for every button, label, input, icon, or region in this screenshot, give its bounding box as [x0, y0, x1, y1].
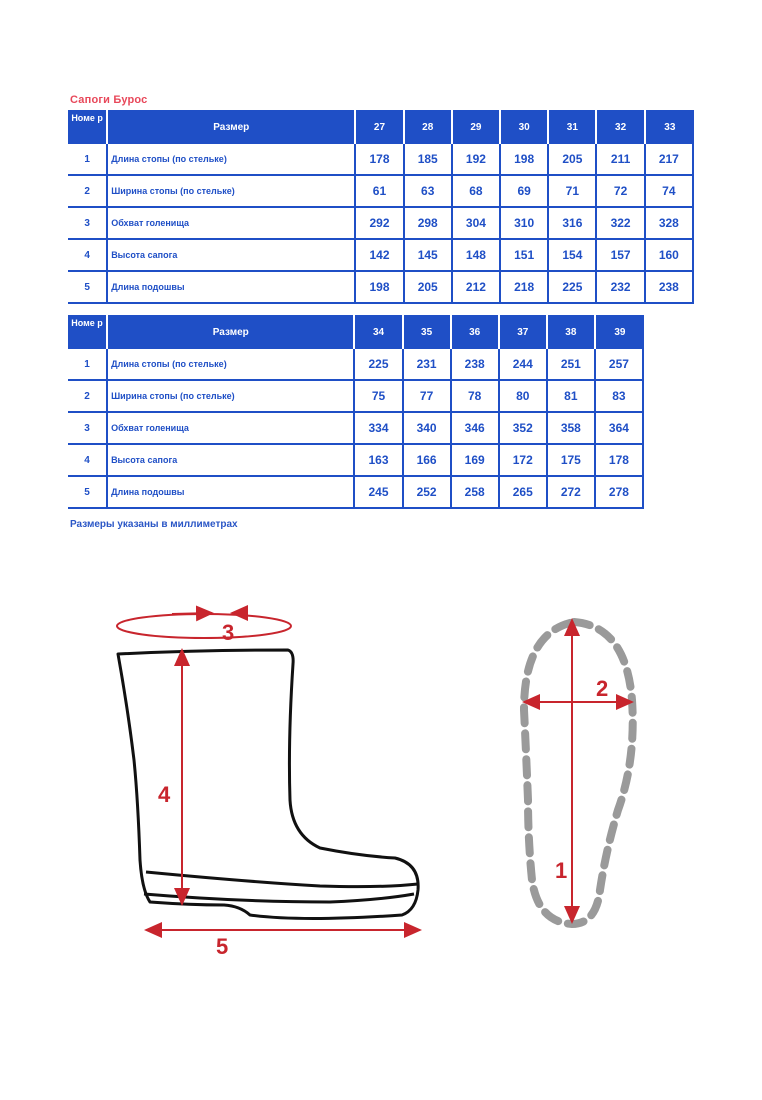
measurement-diagram	[0, 560, 762, 980]
table-row	[68, 176, 694, 208]
cell-value: 205	[405, 272, 453, 304]
header-size-value: 28	[405, 110, 453, 144]
cell-value: 340	[404, 413, 452, 445]
table-row	[68, 208, 694, 240]
cell-value: 198	[356, 272, 404, 304]
insole-outline	[524, 622, 633, 924]
cell-value: 278	[596, 477, 644, 509]
header-size-value: 31	[549, 110, 597, 144]
table-row	[68, 445, 644, 477]
label-2: 2	[596, 676, 609, 701]
cell-value: 205	[549, 144, 597, 176]
cell-value: 257	[596, 349, 644, 381]
cell-value: 252	[404, 477, 452, 509]
cell-value: 322	[597, 208, 645, 240]
cell-value: 251	[548, 349, 596, 381]
cell-value: 352	[500, 413, 548, 445]
row-number: 2	[68, 176, 108, 208]
cell-value: 145	[405, 240, 453, 272]
header-size-value: 36	[452, 315, 500, 349]
label-3: 3	[222, 620, 235, 645]
cell-value: 292	[356, 208, 404, 240]
cell-value: 310	[501, 208, 549, 240]
product-title: Сапоги Бурос	[70, 94, 148, 106]
row-number: 1	[68, 349, 108, 381]
header-size-value: 29	[453, 110, 501, 144]
cell-value: 69	[501, 176, 549, 208]
table-header-row	[68, 110, 694, 144]
cell-value: 238	[646, 272, 694, 304]
table-row	[68, 381, 644, 413]
cell-value: 148	[453, 240, 501, 272]
row-number: 1	[68, 144, 108, 176]
header-size-value: 32	[597, 110, 645, 144]
table-row	[68, 240, 694, 272]
table-row	[68, 413, 644, 445]
header-size-value: 30	[501, 110, 549, 144]
cell-value: 151	[501, 240, 549, 272]
row-label: Высота сапога	[108, 240, 356, 272]
row-number: 5	[68, 477, 108, 509]
cell-value: 211	[597, 144, 645, 176]
header-size-value: 34	[355, 315, 403, 349]
cell-value: 358	[548, 413, 596, 445]
cell-value: 157	[597, 240, 645, 272]
header-size: Размер	[108, 110, 356, 144]
cell-value: 80	[500, 381, 548, 413]
cell-value: 71	[549, 176, 597, 208]
row-number: 3	[68, 413, 108, 445]
cell-value: 225	[355, 349, 403, 381]
label-4: 4	[158, 782, 171, 807]
cell-value: 169	[452, 445, 500, 477]
row-label: Обхват голенища	[108, 208, 356, 240]
cell-value: 265	[500, 477, 548, 509]
cell-value: 178	[356, 144, 404, 176]
row-number: 4	[68, 445, 108, 477]
header-size: Размер	[108, 315, 355, 349]
cell-value: 217	[646, 144, 694, 176]
header-size-value: 39	[596, 315, 644, 349]
cell-value: 83	[596, 381, 644, 413]
cell-value: 334	[355, 413, 403, 445]
cell-value: 63	[405, 176, 453, 208]
header-size-value: 37	[500, 315, 548, 349]
size-table-2	[68, 315, 644, 509]
cell-value: 198	[501, 144, 549, 176]
row-label: Длина подошвы	[108, 272, 356, 304]
cell-value: 166	[404, 445, 452, 477]
cell-value: 142	[356, 240, 404, 272]
row-number: 2	[68, 381, 108, 413]
cell-value: 238	[452, 349, 500, 381]
cell-value: 154	[549, 240, 597, 272]
label-1: 1	[555, 858, 568, 883]
girth-measure	[117, 613, 291, 638]
cell-value: 178	[596, 445, 644, 477]
cell-value: 225	[549, 272, 597, 304]
cell-value: 212	[453, 272, 501, 304]
cell-value: 163	[355, 445, 403, 477]
cell-value: 328	[646, 208, 694, 240]
header-size-value: 38	[548, 315, 596, 349]
cell-value: 160	[646, 240, 694, 272]
row-number: 5	[68, 272, 108, 304]
row-number: 3	[68, 208, 108, 240]
row-label: Длина подошвы	[108, 477, 355, 509]
row-label: Обхват голенища	[108, 413, 355, 445]
cell-value: 185	[405, 144, 453, 176]
cell-value: 245	[355, 477, 403, 509]
size-table-1	[68, 110, 694, 304]
cell-value: 192	[453, 144, 501, 176]
cell-value: 364	[596, 413, 644, 445]
cell-value: 77	[404, 381, 452, 413]
cell-value: 298	[405, 208, 453, 240]
cell-value: 346	[452, 413, 500, 445]
header-size-value: 27	[356, 110, 404, 144]
row-label: Высота сапога	[108, 445, 355, 477]
cell-value: 78	[452, 381, 500, 413]
units-note: Размеры указаны в миллиметрах	[70, 519, 238, 530]
cell-value: 172	[500, 445, 548, 477]
cell-value: 316	[549, 208, 597, 240]
cell-value: 218	[501, 272, 549, 304]
header-number: Номе р	[68, 315, 108, 349]
cell-value: 244	[500, 349, 548, 381]
table-row	[68, 144, 694, 176]
cell-value: 231	[404, 349, 452, 381]
row-label: Длина стопы (по стельке)	[108, 349, 355, 381]
cell-value: 232	[597, 272, 645, 304]
header-size-value: 33	[646, 110, 694, 144]
cell-value: 75	[355, 381, 403, 413]
cell-value: 258	[452, 477, 500, 509]
cell-value: 175	[548, 445, 596, 477]
row-label: Длина стопы (по стельке)	[108, 144, 356, 176]
row-label: Ширина стопы (по стельке)	[108, 176, 356, 208]
cell-value: 304	[453, 208, 501, 240]
table-row	[68, 477, 644, 509]
header-size-value: 35	[404, 315, 452, 349]
row-number: 4	[68, 240, 108, 272]
table-header-row	[68, 315, 644, 349]
cell-value: 74	[646, 176, 694, 208]
cell-value: 68	[453, 176, 501, 208]
cell-value: 81	[548, 381, 596, 413]
table-row	[68, 349, 644, 381]
cell-value: 61	[356, 176, 404, 208]
cell-value: 72	[597, 176, 645, 208]
label-5: 5	[216, 934, 229, 959]
table-row	[68, 272, 694, 304]
cell-value: 272	[548, 477, 596, 509]
header-number: Номе р	[68, 110, 108, 144]
row-label: Ширина стопы (по стельке)	[108, 381, 355, 413]
